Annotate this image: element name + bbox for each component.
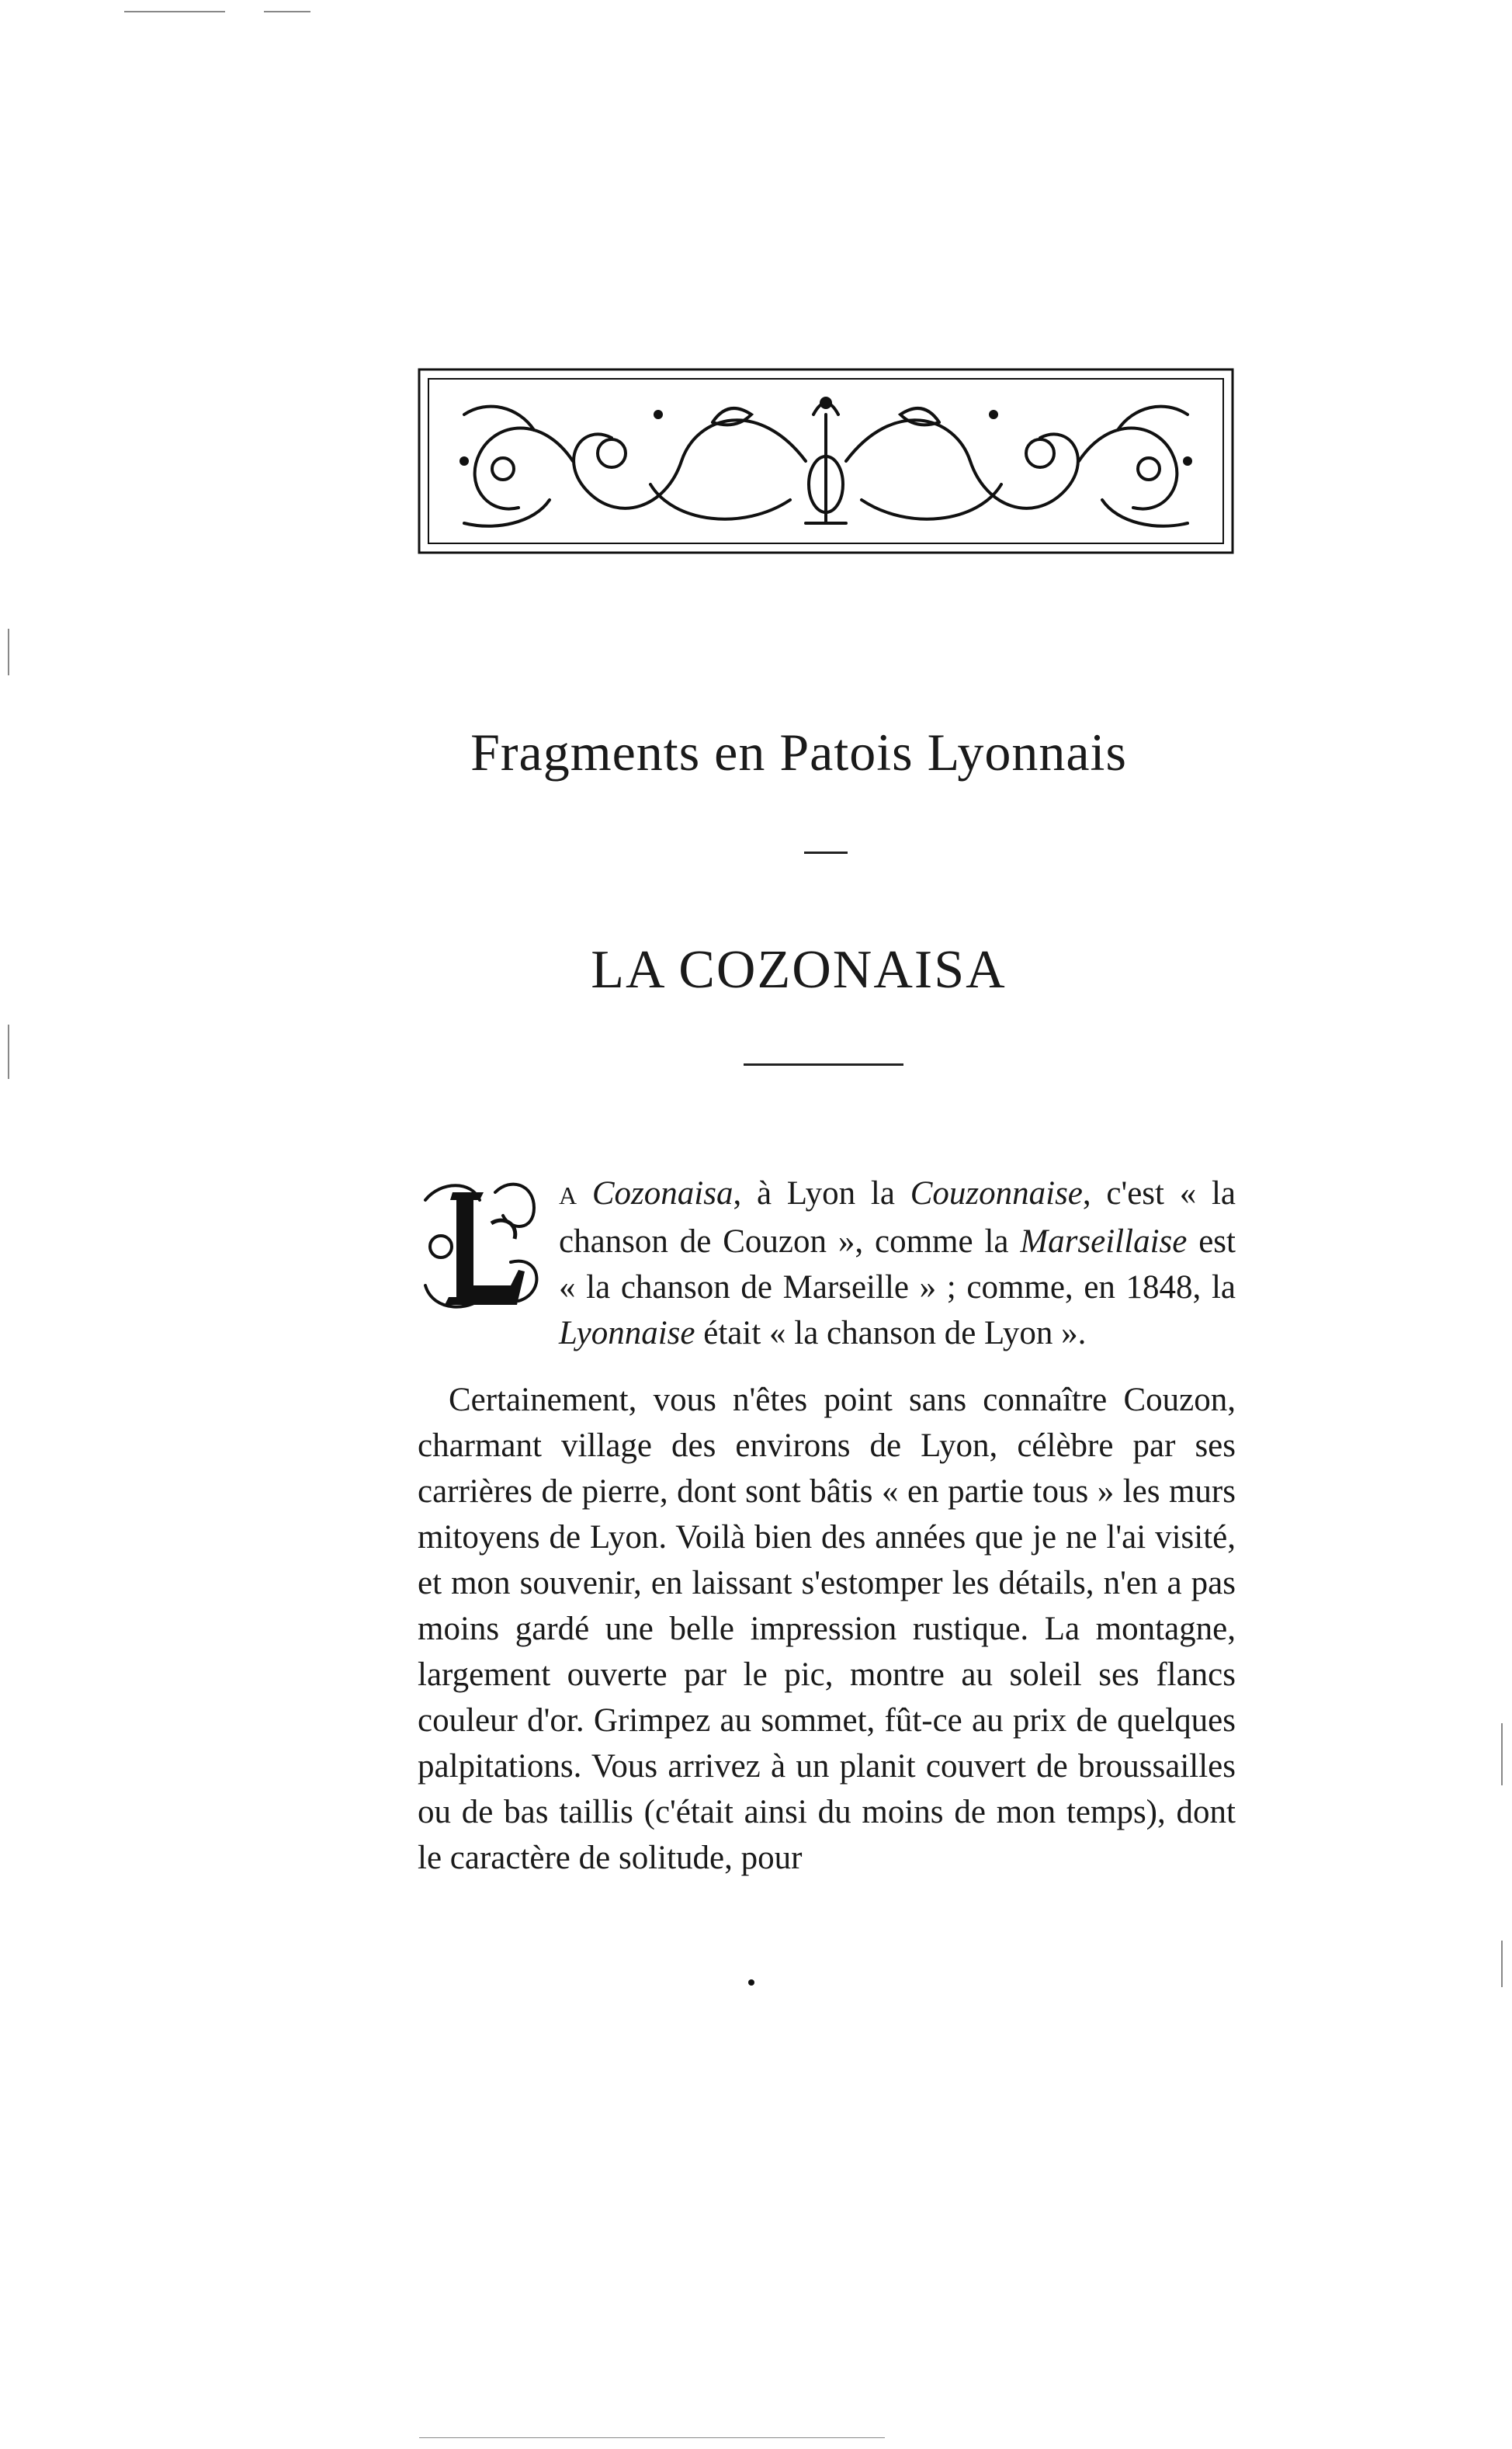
italic-title-marseillaise: Marseillaise (1020, 1223, 1188, 1260)
long-divider (744, 1063, 903, 1066)
paragraph-intro (418, 1171, 1236, 1356)
text-run: , c'est « la chanson de Couzon », comme la (559, 1175, 1236, 1260)
ornate-dropcap-l-icon (418, 1177, 548, 1313)
scan-artifact-right (1501, 1723, 1503, 1785)
page-title: Fragments en Patois Lyonnais (470, 723, 1127, 782)
dropcap-continuation: A (559, 1181, 577, 1209)
scan-artifact-top (264, 11, 310, 12)
italic-title-cozonaisa: Cozonaisa (591, 1175, 733, 1212)
text-run (577, 1175, 592, 1212)
scan-artifact-left (8, 1025, 9, 1079)
page-mark (748, 1979, 754, 1986)
text-run: était « la chanson de Lyon ». (695, 1315, 1087, 1351)
ornamental-headpiece-icon (418, 368, 1234, 554)
italic-title-couzonnaise: Couzonnaise (910, 1175, 1083, 1212)
scan-artifact-bottom (419, 2437, 885, 2438)
text-run: est « la chanson de Marseille » ; comme, en 1848, la (559, 1223, 1236, 1306)
scan-artifact-top (124, 11, 225, 12)
short-divider (804, 852, 848, 854)
scan-artifact-right (1501, 1941, 1503, 1987)
scan-artifact-left (8, 629, 9, 675)
italic-title-lyonnaise: Lyonnaise (559, 1315, 695, 1351)
text-run: , à Lyon la (733, 1175, 910, 1212)
section-title: LA COZONAISA (591, 940, 1007, 1000)
paragraph-body: Certainement, vous n'êtes point sans connaître Couzon, charmant village des environs de Lyon, célèbre par ses carrières de pierre, dont sont bâtis « en partie tous » les murs mitoyens de Lyon. Voilà bien des années que je ne l'ai visité, et mon souvenir, en laissant s'estomper les détails, n'en a pas moins gardé une belle impression rustique. La montagne, largement ouverte par le pic, montre au soleil ses flancs couleur d'or. Grimpez au sommet, fût-ce au prix de quelques palpitations. Vous arrivez à un planit couvert de broussailles ou de bas taillis (c'était ainsi du moins de mon temps), dont le caractère de solitude, pour (418, 1382, 1236, 1876)
